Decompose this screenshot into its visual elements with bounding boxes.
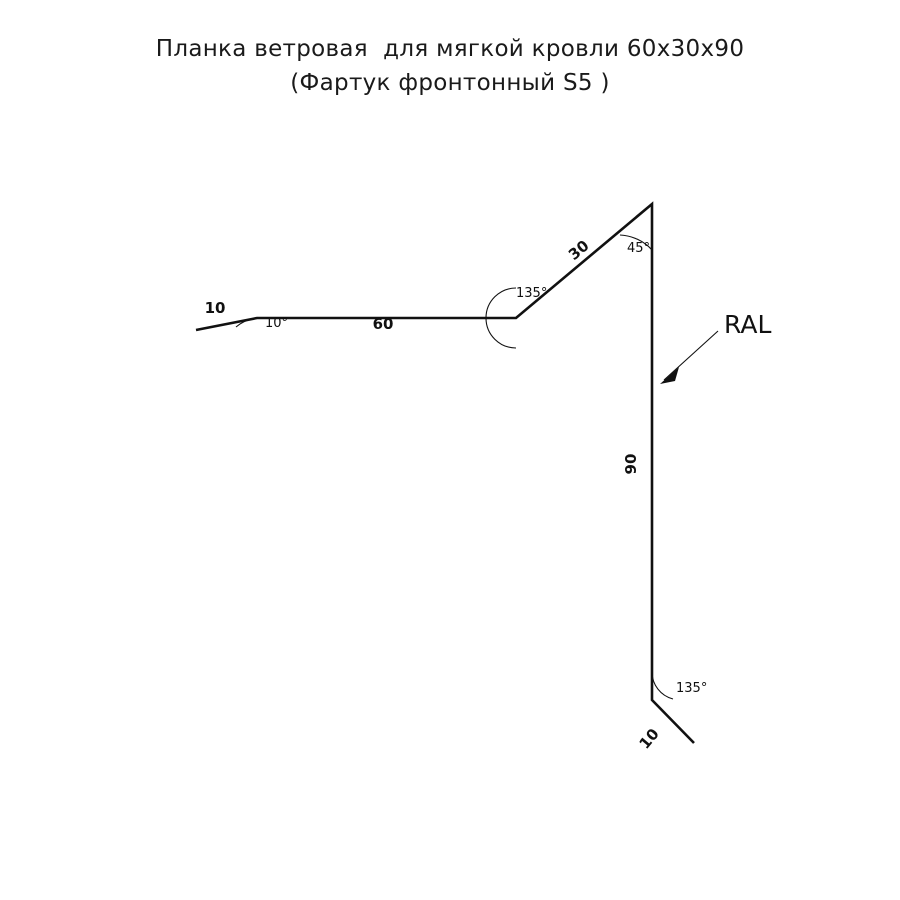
angle-arc-bottom-hem (652, 672, 673, 699)
title-line-1: Планка ветровая для мягкой кровли 60x30x90 (155, 36, 745, 62)
dim-10-bottom: 10 (635, 725, 663, 753)
dim-10-top: 10 (204, 299, 226, 317)
angle-45: 45° (627, 241, 651, 256)
profile-outline (196, 204, 694, 743)
dim-90: 90 (622, 453, 640, 475)
title-line-2: (Фартук фронтонный S5 ) (290, 70, 610, 96)
angle-135-mid: 135° (516, 286, 548, 301)
angle-10: 10° (265, 316, 289, 331)
ral-label: RAL (724, 310, 772, 339)
dim-60: 60 (372, 315, 394, 333)
ral-leader-line (664, 331, 718, 380)
ral-arrowhead (660, 367, 679, 384)
dim-30: 30 (565, 236, 593, 264)
angle-135-bottom: 135° (676, 681, 708, 696)
